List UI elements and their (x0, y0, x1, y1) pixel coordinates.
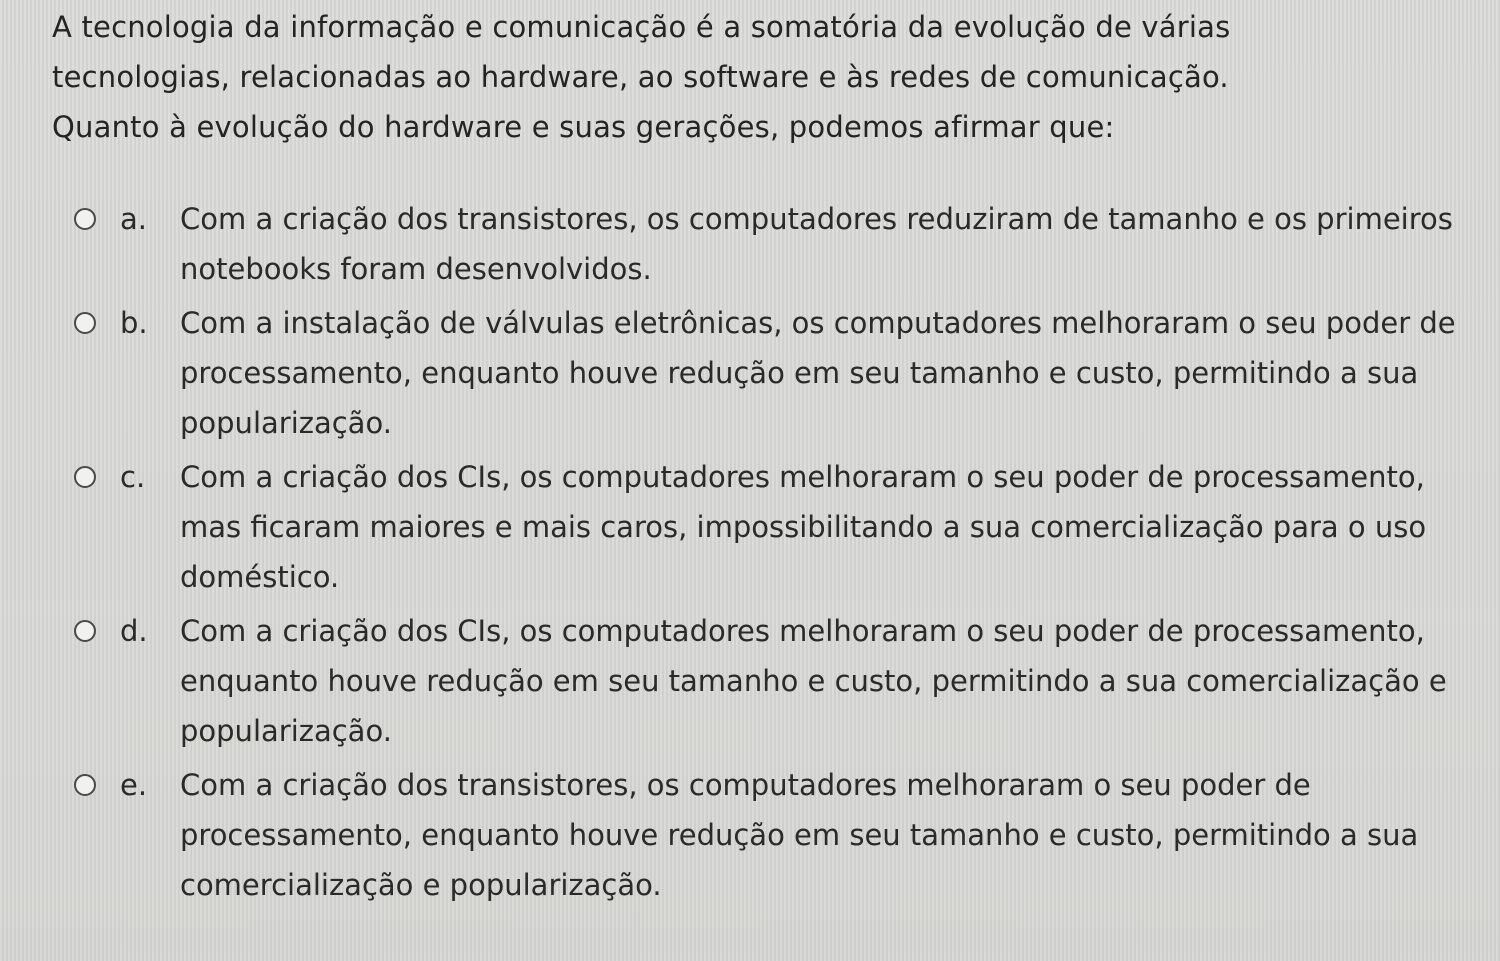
option-text-a: Com a criação dos transistores, os computadores reduziram de tamanho e os primeiros notebooks foram desenvolvidos. (180, 202, 1453, 286)
option-e[interactable] (74, 760, 1474, 910)
option-c[interactable] (74, 452, 1474, 602)
option-text-c: Com a criação dos CIs, os computadores melhoraram o seu poder de processamento, mas ficaram maiores e mais caros, impossibilitando a sua comercialização para o uso doméstico. (180, 460, 1427, 594)
option-text-b: Com a instalação de válvulas eletrônicas, os computadores melhoraram o seu poder de processamento, enquanto houve redução em seu tamanho e custo, permitindo a sua popularização. (180, 306, 1456, 440)
radio-button-a[interactable] (74, 208, 96, 230)
answer-options (74, 194, 1474, 914)
radio-button-e[interactable] (74, 774, 96, 796)
radio-button-d[interactable] (74, 620, 96, 642)
option-letter-b: b. (120, 306, 148, 340)
option-text-e: Com a criação dos transistores, os computadores melhoraram o seu poder de processamento, enquanto houve redução em seu tamanho e custo, permitindo a sua comercialização e popularização. (180, 768, 1419, 902)
option-letter-a: a. (120, 202, 147, 236)
option-letter-e: e. (120, 768, 148, 802)
option-a[interactable] (74, 194, 1474, 294)
option-letter-d: d. (120, 614, 148, 648)
radio-button-b[interactable] (74, 312, 96, 334)
question-text: A tecnologia da informação e comunicação é a somatória da evolução de várias tecnologias, relacionadas ao hardware, ao software e às redes de comunicação. Quanto à evolução do hardware e suas gerações, podemos afirmar que: (52, 10, 1231, 144)
option-b[interactable] (74, 298, 1474, 448)
option-text-d: Com a criação dos CIs, os computadores melhoraram o seu poder de processamento, enquanto houve redução em seu tamanho e custo, permitindo a sua comercialização e popularização. (180, 614, 1447, 748)
radio-button-c[interactable] (74, 466, 96, 488)
option-letter-c: c. (120, 460, 146, 494)
option-d[interactable] (74, 606, 1474, 756)
